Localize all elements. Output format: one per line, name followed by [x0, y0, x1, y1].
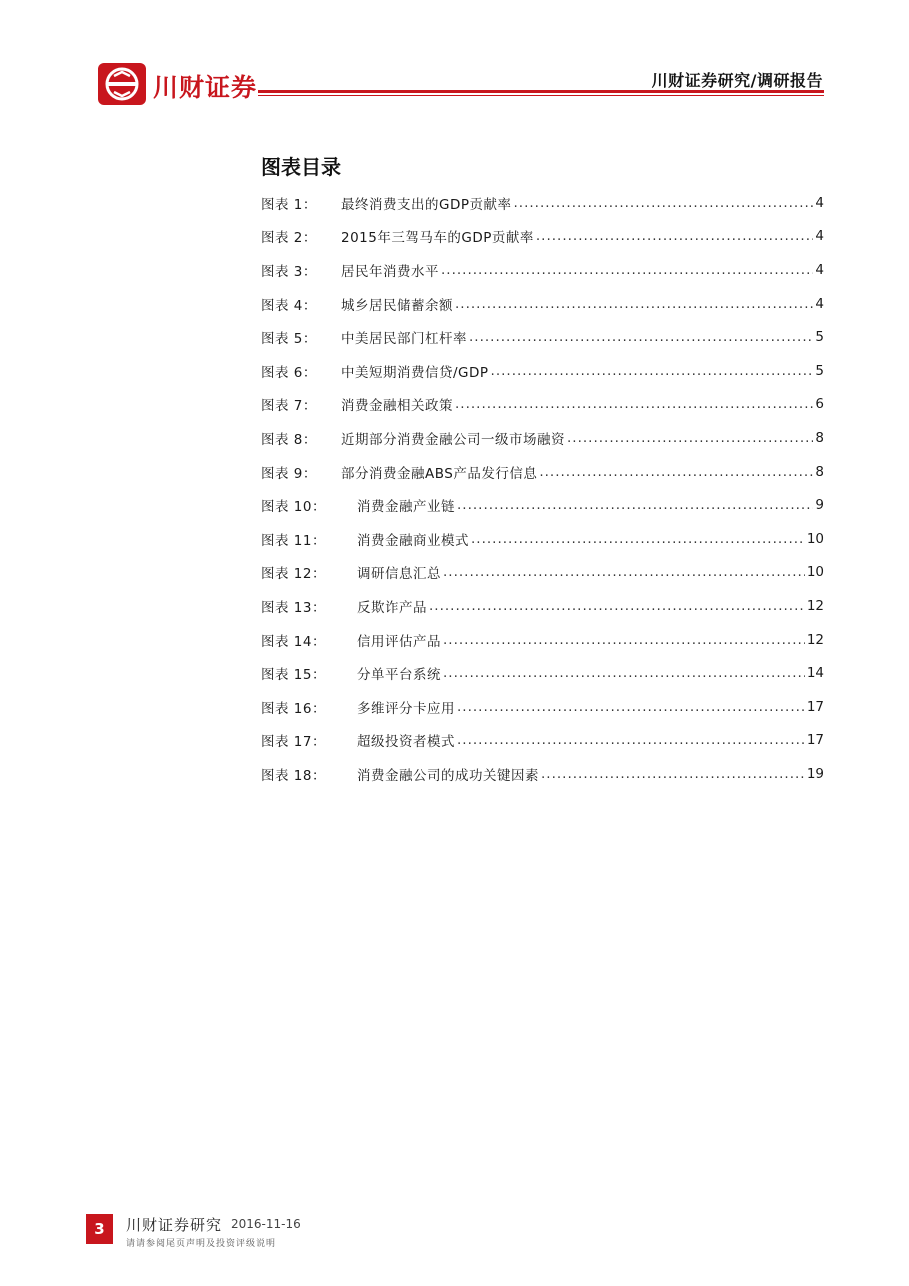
toc-item[interactable] [261, 522, 824, 556]
toc-item-label: 图表 15： [261, 667, 326, 684]
toc-leader [443, 665, 805, 681]
toc-item-label: 图表 11： [261, 532, 326, 549]
toc-item-page: 4 [815, 228, 824, 245]
toc-item-title: 消费金融商业模式 [357, 532, 469, 549]
toc-item-title: 多维评分卡应用 [357, 700, 455, 717]
toc-item-page: 9 [815, 497, 824, 514]
toc-item-title: 部分消费金融ABS产品发行信息 [341, 465, 538, 482]
toc-item-label: 图表 9： [261, 465, 317, 482]
toc-leader [441, 262, 813, 278]
toc-item-page: 6 [815, 396, 824, 413]
toc-leader [455, 396, 813, 412]
toc-item[interactable] [261, 320, 824, 354]
toc-item-page: 10 [806, 530, 824, 547]
toc-item-page: 8 [815, 429, 824, 446]
toc-item-title: 消费金融产业链 [357, 499, 455, 516]
toc-item-title: 最终消费支出的GDP贡献率 [341, 196, 512, 213]
toc-item-title: 消费金融公司的成功关键因素 [357, 767, 539, 784]
toc-item-label: 图表 2： [261, 230, 317, 247]
toc-leader [514, 195, 814, 211]
toc-item[interactable] [261, 354, 824, 388]
toc-item-title: 调研信息汇总 [357, 566, 441, 583]
toc-item[interactable] [261, 388, 824, 422]
toc-leader [457, 699, 805, 715]
toc-item-title: 近期部分消费金融公司一级市场融资 [341, 431, 565, 448]
toc-item-label: 图表 8： [261, 431, 317, 448]
toc-item[interactable] [261, 623, 824, 657]
toc-item-page: 14 [806, 665, 824, 682]
toc-item-page: 17 [806, 698, 824, 715]
toc-leader [457, 497, 813, 513]
toc-item[interactable] [261, 287, 824, 321]
toc-item-page: 5 [815, 362, 824, 379]
toc-item-page: 8 [815, 463, 824, 480]
toc-item-page: 4 [815, 295, 824, 312]
toc-item[interactable] [261, 220, 824, 254]
toc-item-label: 图表 12： [261, 566, 326, 583]
toc-item-page: 4 [815, 261, 824, 278]
toc-item-label: 图表 7： [261, 398, 317, 415]
toc-item-label: 图表 17： [261, 734, 326, 751]
toc-item-label: 图表 13： [261, 599, 326, 616]
logo-text: 川财证券 [153, 73, 258, 102]
toc-item-label: 图表 5： [261, 331, 317, 348]
page-header [0, 0, 909, 120]
toc-item[interactable] [261, 690, 824, 724]
toc-leader [541, 766, 805, 782]
header-divider-thin [258, 95, 824, 96]
toc-leader [455, 296, 813, 312]
toc-item-label: 图表 6： [261, 364, 317, 381]
toc-leader [567, 430, 813, 446]
report-title: 川财证券研究/调研报告 [651, 71, 823, 90]
footer-brand: 川财证券研究 [126, 1216, 223, 1234]
footer-disclaimer: 请请参阅尾页声明及投资评级说明 [126, 1239, 277, 1249]
toc-item-page: 19 [806, 765, 824, 782]
toc-item[interactable] [261, 186, 824, 220]
toc-item-title: 分单平台系统 [357, 667, 441, 684]
footer-date: 2016-11-16 [231, 1217, 301, 1231]
toc-item-title: 中美居民部门杠杆率 [341, 331, 467, 348]
toc-leader [491, 363, 814, 379]
toc-item[interactable] [261, 656, 824, 690]
toc-leader [443, 632, 805, 648]
toc-item[interactable] [261, 421, 824, 455]
toc-item-title: 消费金融相关政策 [341, 398, 453, 415]
toc-heading: 图表目录 [261, 155, 341, 179]
toc-leader [539, 464, 813, 480]
toc-leader [536, 228, 814, 244]
toc-item-page: 17 [806, 732, 824, 749]
toc-leader [457, 732, 805, 748]
toc-item-label: 图表 10： [261, 499, 326, 516]
toc-item-title: 超级投资者模式 [357, 734, 455, 751]
toc-item-page: 5 [815, 329, 824, 346]
toc-item[interactable] [261, 589, 824, 623]
toc-item[interactable] [261, 455, 824, 489]
page-number-badge: 3 [86, 1214, 113, 1244]
toc-item[interactable] [261, 556, 824, 590]
toc-item-label: 图表 18： [261, 767, 326, 784]
toc-leader [471, 531, 805, 547]
toc-item-title: 城乡居民储蓄余额 [341, 297, 453, 314]
toc-item-page: 10 [806, 564, 824, 581]
toc-item-title: 居民年消费水平 [341, 263, 439, 280]
toc-item-title: 2015年三驾马车的GDP贡献率 [341, 230, 534, 247]
toc-item-title: 反欺诈产品 [357, 599, 427, 616]
toc-leader [469, 329, 813, 345]
toc-item[interactable] [261, 757, 824, 791]
toc-item-label: 图表 3： [261, 263, 317, 280]
toc-leader [443, 564, 805, 580]
toc-item-label: 图表 16： [261, 700, 326, 717]
toc-item-label: 图表 14： [261, 633, 326, 650]
toc-item-page: 12 [806, 631, 824, 648]
toc-item-page: 4 [815, 194, 824, 211]
toc-item-title: 信用评估产品 [357, 633, 441, 650]
header-divider [258, 90, 824, 93]
toc-item-title: 中美短期消费信贷/GDP [341, 364, 489, 381]
company-logo-icon [98, 63, 146, 105]
toc-item[interactable] [261, 253, 824, 287]
toc-leader [429, 598, 805, 614]
toc-item-page: 12 [806, 597, 824, 614]
toc-item-label: 图表 1： [261, 196, 317, 213]
toc-list [261, 186, 824, 791]
toc-item[interactable] [261, 724, 824, 758]
toc-item[interactable] [261, 488, 824, 522]
toc-item-label: 图表 4： [261, 297, 317, 314]
